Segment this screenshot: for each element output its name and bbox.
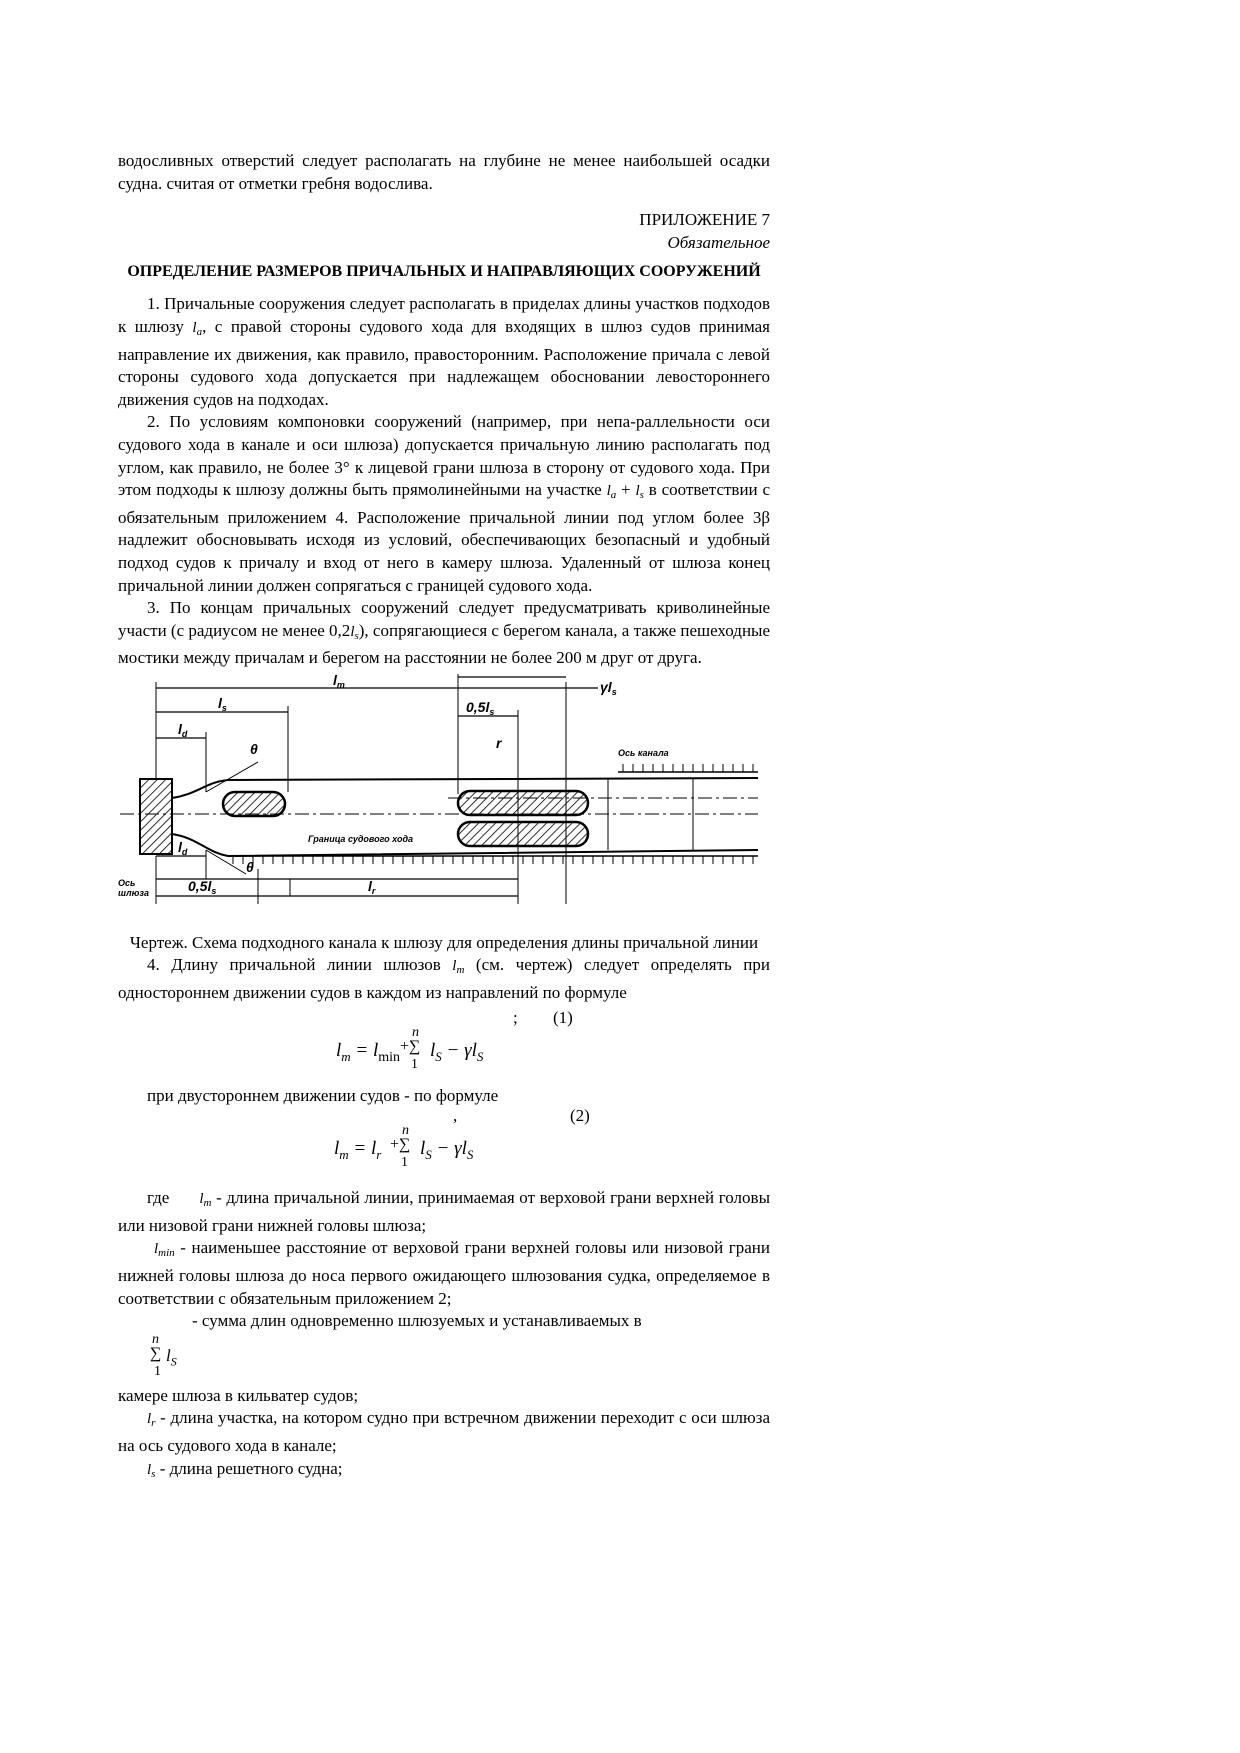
appendix-status: Обязательное — [667, 232, 770, 252]
label-half-ls-bottom: $0,5l_s$ — [188, 877, 217, 896]
label-half-ls-top: $0,5l_s$ — [466, 698, 495, 717]
document-page — [118, 150, 770, 1485]
definition-ls: $l_s$ - длина решетного судна; — [147, 1458, 343, 1480]
label-lr: $l_r$ — [368, 877, 376, 896]
equation-2: $l_m = l_r$ n +∑ 1 $l_S - \gamma l_S$ — [334, 1123, 474, 1171]
vessel-3 — [458, 822, 588, 846]
equation-1: $l_m = l_{min}$ n +∑ 1 $l_S - \gamma l_S$ — [336, 1024, 484, 1072]
label-ls: $l_s$ — [218, 694, 227, 713]
label-r: r — [496, 734, 502, 751]
appendix-label: ПРИЛОЖЕНИЕ 7 — [639, 210, 770, 230]
label-ld-bottom: $l_d$ — [178, 838, 188, 857]
definition-sum-tail: камере шлюза в кильватер судов; — [118, 1385, 359, 1405]
label-theta-bottom: θ — [246, 858, 254, 875]
paragraph-4: 4. Длину причальной линии шлюзов $l_m$ (см. чертеж) следует определять при одностороннем движении судов в каждом из направлений по формуле — [118, 955, 771, 1003]
label-axis-lock-2: шлюза — [118, 887, 149, 898]
intro-paragraph: водосливных отверстий следует располагать на глубине не менее наибольшей осадки судна. считая от отметки гребня водослива. — [118, 151, 770, 193]
definition-sum: - сумма длин одновременно шлюзуемых и устанавливаемых в — [192, 1311, 642, 1331]
vessel-2 — [458, 791, 588, 815]
equation-1-number-row — [118, 1005, 770, 1030]
label-lm: $l_m$ — [333, 673, 345, 690]
label-gamma-ls: $\gamma l_s$ — [600, 678, 617, 697]
lock-head — [140, 779, 172, 854]
label-ld-top: $l_d$ — [178, 720, 188, 739]
definition-lm: где $l_m$ - длина причальной линии, принимаемая от верховой грани верхней головы или низовой грани нижней головы шлюза; — [118, 1188, 770, 1235]
label-axis-canal: Ось канала — [618, 747, 669, 758]
figure-caption: Чертеж. Схема подходного канала к шлюзу для определения длины причальной линии — [129, 932, 759, 952]
equation-2-number-row — [118, 1107, 770, 1132]
eq2-number: (2) — [570, 1106, 590, 1126]
eq2-punct: , — [453, 1106, 458, 1126]
paragraph-2: 2. По условиям компоновки сооружений (например, при непа-раллельности оси судового хода в канале и оси шлюза) допускается причальную линию располагать под углом, как правило, не более 3° к лицевой грани шлюза в сторону от судового хода. При этом подходы к шлюзу должны быть прямолинейными на участке $l_a + l_s$ в соответствии с обязательным приложением 4. Расположение причальной линии под углом более 3β надлежит обосновывать исходя из условий, обеспечивающих безопасный и удобный подход судов к причалу и вход от него в камеру шлюза. Удаленный от шлюза конец причальной линии должен сопрягаться с границей судового хода. — [118, 412, 771, 595]
eq1-number: (1) — [553, 1007, 573, 1027]
vessel-1 — [223, 792, 285, 816]
section-heading: ОПРЕДЕЛЕНИЕ РАЗМЕРОВ ПРИЧАЛЬНЫХ И НАПРАВЛЯЮЩИХ СООРУЖЕНИЙ — [127, 263, 761, 281]
paragraph-1: 1. Причальные сооружения следует располагать в приделах длины участков подходов к шлюзу $l_a$, с правой стороны судового хода для входящих в шлюз судов принимая направление их движения, как правило, правосторонним. Расположение причала с левой стороны судового хода допускается при надлежащем обосновании левостороннего движения судов на подходах. — [118, 294, 770, 409]
paragraph-5: при двустороннем движении судов - по формуле — [147, 1085, 499, 1105]
label-axis-lock-1: Ось — [118, 877, 136, 888]
definition-sum-symbol: n ∑ $l_S$ 1 — [150, 1331, 177, 1379]
definition-lmin: $l_{min}$ - наименьшее расстояние от верховой грани верхней головы или низовой грани нижней головы шлюза до носа первого ожидающего шлюзования судка, определяемое в соответствии с обязательным приложением 2; — [118, 1238, 770, 1308]
label-theta-top: θ — [250, 740, 258, 757]
canal-scheme-drawing — [118, 674, 768, 924]
eq1-punct: ; — [513, 1007, 518, 1027]
paragraph-3: 3. По концам причальных сооружений следует предусматривать криволинейные участи (с радиусом не менее $0,2l_s$), сопрягающиеся с берегом канала, а также пешеходные мостики между причалам и берегом на расстоянии не более 200 м друг от друга. — [118, 598, 771, 668]
definition-lr: $l_r$ - длина участка, на котором судно при встречном движении переходит с оси шлюза на ось судового хода в канале; — [118, 1408, 770, 1455]
label-boundary: Граница судового хода — [308, 833, 414, 844]
